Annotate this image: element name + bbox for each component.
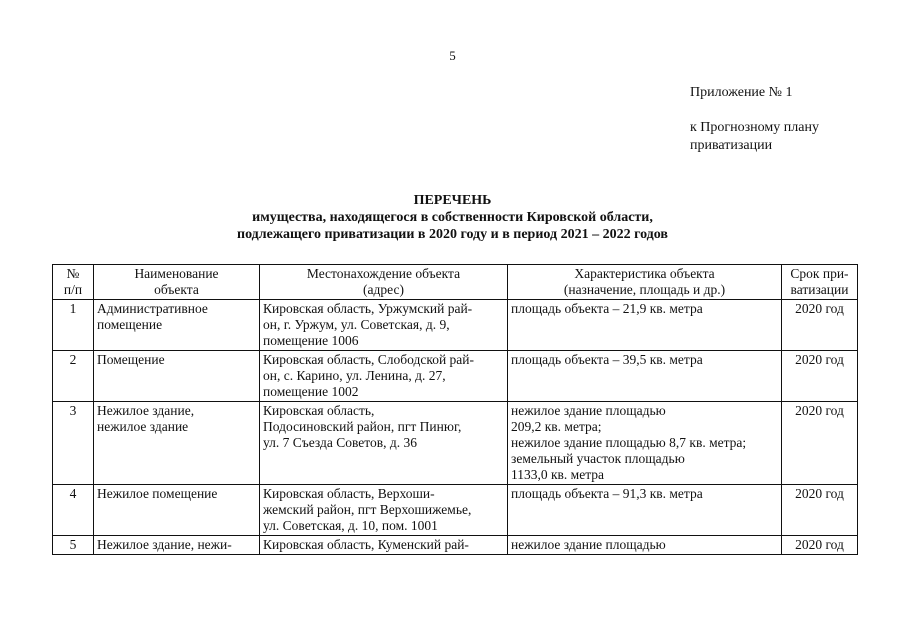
- object-name-line: помещение: [97, 317, 163, 332]
- header-location-line: (адрес): [363, 282, 404, 297]
- object-name: [94, 536, 260, 555]
- header-term-line: ватизации: [790, 282, 849, 297]
- object-location-line: он, с. Карино, ул. Ленина, д. 27,: [263, 368, 446, 383]
- header-characteristics: [508, 265, 782, 300]
- object-location-line: помещение 1002: [263, 384, 359, 399]
- property-table: [52, 264, 858, 555]
- object-location: [260, 485, 508, 536]
- document-title: ПЕРЕЧЕНЬ: [413, 193, 492, 208]
- document-subtitle-line1: имущества, находящегося в собственности Кировской области,: [252, 210, 653, 225]
- object-location-line: Кировская область, Уржумский рай-: [263, 301, 473, 316]
- object-location-line: жемский район, пгт Верхошижемье,: [263, 502, 472, 517]
- table-row: [53, 351, 858, 402]
- appendix-note: [690, 84, 819, 155]
- table-row: [53, 536, 858, 555]
- object-characteristics: [508, 300, 782, 351]
- header-number-line: №: [66, 266, 80, 281]
- object-characteristics-line: 209,2 кв. метра;: [511, 419, 602, 434]
- object-characteristics-line: нежилое здание площадью 8,7 кв. метра;: [511, 435, 747, 450]
- document-heading: [0, 192, 905, 243]
- object-location: [260, 351, 508, 402]
- table-row: [53, 300, 858, 351]
- header-location-line: Местонахождение объекта: [306, 266, 461, 281]
- appendix-number: Приложение № 1: [690, 85, 793, 100]
- appendix-reference-line1: к Прогнозному плану: [690, 120, 819, 135]
- privatization-term: 2020 год: [782, 300, 858, 351]
- object-name-line: Нежилое здание, нежи-: [97, 537, 232, 552]
- object-location-line: Кировская область, Слободской рай-: [263, 352, 475, 367]
- object-characteristics-line: площадь объекта – 91,3 кв. метра: [511, 486, 703, 501]
- object-location: [260, 536, 508, 555]
- object-characteristics-line: площадь объекта – 21,9 кв. метра: [511, 301, 703, 316]
- object-location-line: помещение 1006: [263, 333, 359, 348]
- object-location-line: ул. 7 Съезда Советов, д. 36: [263, 435, 417, 450]
- object-name-line: нежилое здание: [97, 419, 189, 434]
- header-name-line: объекта: [154, 282, 199, 297]
- page-number: 5: [449, 48, 456, 63]
- document-subtitle-line2: подлежащего приватизации в 2020 году и в период 2021 – 2022 годов: [237, 227, 668, 242]
- header-term-line: Срок при-: [790, 266, 849, 281]
- header-characteristics-line: (назначение, площадь и др.): [563, 282, 726, 297]
- table-row: [53, 402, 858, 485]
- object-name-line: Помещение: [97, 352, 165, 367]
- object-name: [94, 402, 260, 485]
- object-characteristics-line: 1133,0 кв. метра: [511, 467, 605, 482]
- table-header-row: [53, 265, 858, 300]
- row-number: 4: [53, 485, 94, 536]
- object-name: [94, 351, 260, 402]
- object-characteristics: [508, 536, 782, 555]
- privatization-term: 2020 год: [782, 536, 858, 555]
- header-name-line: Наименование: [134, 266, 219, 281]
- object-location: [260, 402, 508, 485]
- privatization-term: 2020 год: [782, 402, 858, 485]
- appendix-reference-line2: приватизации: [690, 138, 773, 153]
- object-characteristics: [508, 485, 782, 536]
- object-characteristics: [508, 402, 782, 485]
- header-location: [260, 265, 508, 300]
- object-location-line: Кировская область, Куменский рай-: [263, 537, 469, 552]
- object-name: [94, 485, 260, 536]
- row-number: 2: [53, 351, 94, 402]
- object-characteristics-line: нежилое здание площадью: [511, 403, 666, 418]
- header-characteristics-line: Характеристика объекта: [574, 266, 715, 281]
- header-number: [53, 265, 94, 300]
- row-number: 5: [53, 536, 94, 555]
- object-location-line: ул. Советская, д. 10, пом. 1001: [263, 518, 438, 533]
- privatization-term: 2020 год: [782, 351, 858, 402]
- row-number: 3: [53, 402, 94, 485]
- header-term: [782, 265, 858, 300]
- table-row: [53, 485, 858, 536]
- object-characteristics-line: площадь объекта – 39,5 кв. метра: [511, 352, 703, 367]
- object-characteristics-line: нежилое здание площадью: [511, 537, 666, 552]
- object-location-line: Кировская область, Верхоши-: [263, 486, 435, 501]
- object-characteristics-line: земельный участок площадью: [511, 451, 685, 466]
- privatization-term: 2020 год: [782, 485, 858, 536]
- object-name-line: Административное: [97, 301, 208, 316]
- object-location: [260, 300, 508, 351]
- object-name: [94, 300, 260, 351]
- object-name-line: Нежилое здание,: [97, 403, 195, 418]
- row-number: 1: [53, 300, 94, 351]
- object-name-line: Нежилое помещение: [97, 486, 218, 501]
- object-characteristics: [508, 351, 782, 402]
- object-location-line: Кировская область,: [263, 403, 375, 418]
- header-name: [94, 265, 260, 300]
- object-location-line: он, г. Уржум, ул. Советская, д. 9,: [263, 317, 450, 332]
- header-number-line: п/п: [63, 282, 83, 297]
- object-location-line: Подосиновский район, пгт Пинюг,: [263, 419, 462, 434]
